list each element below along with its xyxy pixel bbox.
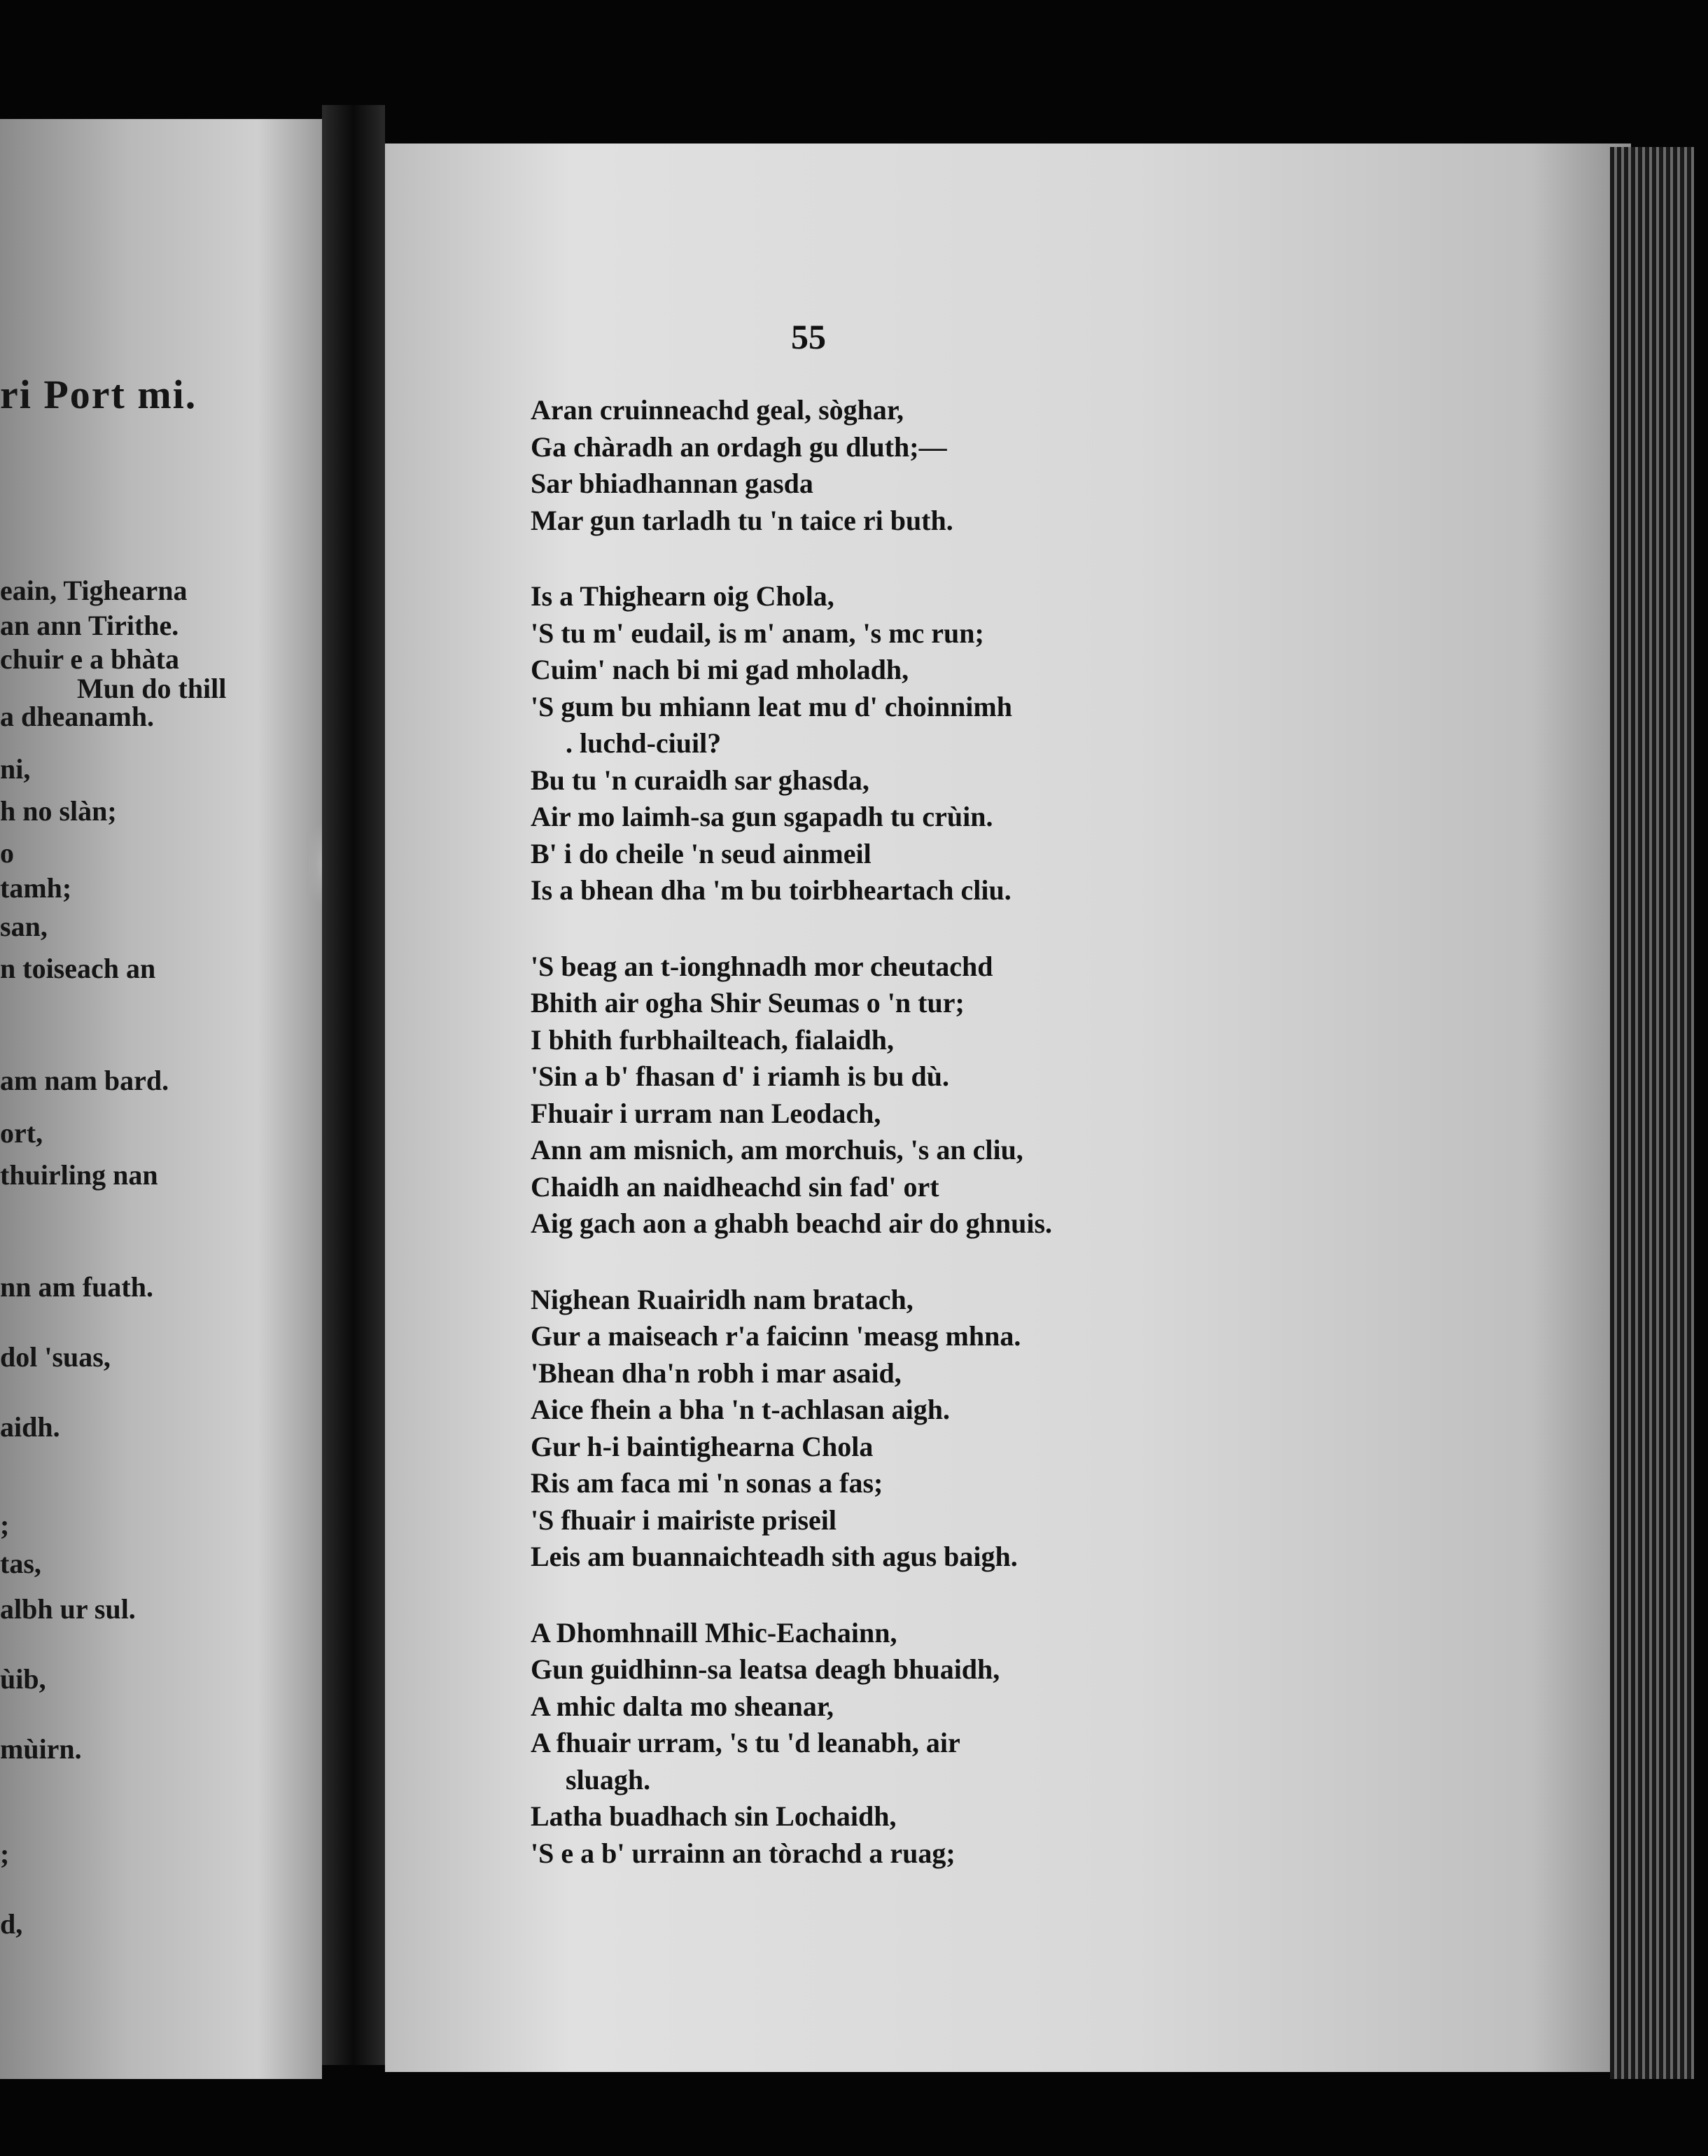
poem-line: B' i do cheile 'n seud ainmeil [531, 837, 872, 869]
left-page-line: n toiseach an [0, 953, 156, 984]
left-page-line: nn am fuath. [0, 1271, 153, 1303]
left-page-line: Mun do thill [77, 673, 227, 704]
left-page-line: ort, [0, 1117, 43, 1149]
poem-line: Aig gach aon a ghabh beachd air do ghnuis. [531, 1208, 1053, 1239]
poem-line: Mar gun tarladh tu 'n taice ri buth. [531, 504, 953, 536]
left-page-line: ùib, [0, 1663, 46, 1695]
book-gutter [322, 105, 385, 2065]
poem-line: 'S beag an t-ionghnadh mor cheutachd [531, 950, 993, 982]
left-page-line: d, [0, 1908, 23, 1940]
stanza [531, 578, 1203, 909]
poem-line: Fhuair i urram nan Leodach, [531, 1097, 881, 1129]
left-page-line: ; [0, 1509, 10, 1541]
left-page-line: san, [0, 911, 48, 942]
poem-line: Cuim' nach bi mi gad mholadh, [531, 654, 909, 685]
poem-line: Chaidh an naidheachd sin fad' ort [531, 1170, 939, 1203]
left-page-line: thuirling nan [0, 1159, 158, 1191]
left-page [0, 119, 322, 2079]
stanza [531, 948, 1203, 1242]
poem-line: 'S gum bu mhiann leat mu d' choinnimh [531, 690, 1012, 722]
poem-line: Is a bhean dha 'm bu toirbheartach cliu. [531, 874, 1011, 906]
left-page-line: ni, [0, 753, 31, 785]
poem-line: I bhith furbhailteach, fialaidh, [531, 1023, 895, 1056]
left-page-line: an ann Tirithe. [0, 610, 179, 641]
left-page-line: o [0, 837, 14, 869]
poem-line: 'Sin a b' fhasan d' i riamh is bu dù. [531, 1060, 950, 1092]
stanza [531, 392, 1203, 539]
poem-line: Aran cruinneachd geal, sòghar, [531, 394, 904, 426]
left-page-line: chuir e a bhàta [0, 643, 179, 675]
left-page-line: a dheanamh. [0, 701, 155, 732]
left-page-line: tamh; [0, 872, 72, 904]
poem-line: Gun guidhinn-sa leatsa deagh bhuaidh, [531, 1653, 1000, 1685]
poem-line: Is a Thighearn oig Chola, [531, 580, 834, 612]
poem-line: sluagh. [566, 1763, 651, 1795]
poem-line: Air mo laimh-sa gun sgapadh tu crùin. [531, 801, 993, 832]
left-page-title: ri Port mi. [0, 372, 197, 417]
left-page-line: aidh. [0, 1411, 60, 1443]
left-page-line: h no slàn; [0, 795, 117, 827]
left-page-line: am nam bard. [0, 1065, 169, 1096]
poem-line: Ga chàradh an ordagh gu dluth;— [531, 430, 947, 463]
poem-line: 'S e a b' urrainn an tòrachd a ruag; [531, 1837, 955, 1869]
poem-line: Gur a maiseach r'a faicinn 'measg mhna. [531, 1320, 1021, 1352]
poem-line: 'S fhuair i mairiste priseil [531, 1504, 837, 1536]
left-page-line: mùirn. [0, 1733, 82, 1765]
poem-line: Ann am misnich, am morchuis, 's an cliu, [531, 1134, 1023, 1166]
poem-line: Sar bhiadhannan gasda [531, 468, 813, 499]
poem-line: Bu tu 'n curaidh sar ghasda, [531, 764, 869, 796]
poem-line: Nighean Ruairidh nam bratach, [531, 1283, 913, 1315]
poem-line: A Dhomhnaill Mhic-Eachainn, [531, 1616, 897, 1648]
left-page-line: eain, Tighearna [0, 575, 188, 606]
left-page-line: ; [0, 1838, 10, 1870]
left-page-text [0, 119, 322, 1940]
page-edges [1610, 147, 1694, 2079]
poem-line: 'S tu m' eudail, is m' anam, 's mc run; [531, 617, 984, 649]
poem-line: 'Bhean dha'n robh i mar asaid, [531, 1357, 902, 1389]
poem-line: Leis am buannaichteadh sith agus baigh. [531, 1541, 1018, 1572]
left-page-line: albh ur sul. [0, 1593, 136, 1625]
poem-line: Latha buadhach sin Lochaidh, [531, 1800, 897, 1832]
poem-line: . luchd-ciuil? [566, 727, 722, 759]
stanza [531, 1282, 1203, 1576]
stanza [531, 1615, 1203, 1872]
poem-line: A mhic dalta mo sheanar, [531, 1690, 834, 1722]
poem-line: Bhith air ogha Shir Seumas o 'n tur; [531, 987, 965, 1018]
page-number: 55 [791, 317, 826, 356]
poem-line: Ris am faca mi 'n sonas a fas; [531, 1467, 883, 1499]
poem-line: A fhuair urram, 's tu 'd leanabh, air [531, 1727, 960, 1758]
left-page-line: dol 'suas, [0, 1341, 111, 1373]
left-page-line: tas, [0, 1548, 41, 1579]
poem-line: Gur h-i baintighearna Chola [531, 1430, 874, 1462]
poem-text [531, 392, 1203, 1911]
poem-line: Aice fhein a bha 'n t-achlasan aigh. [531, 1394, 950, 1425]
